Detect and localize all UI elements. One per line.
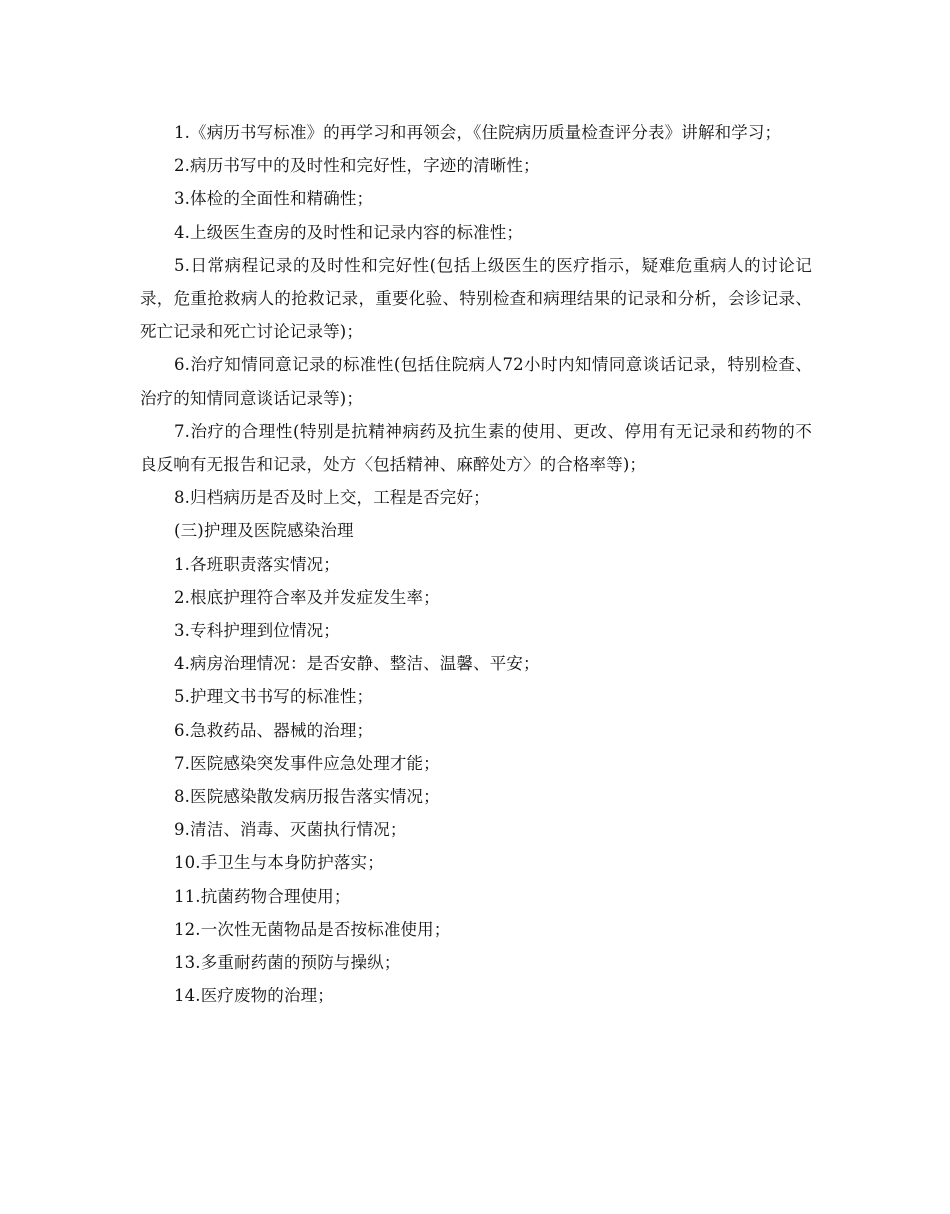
paragraph: 8.医院感染散发病历报告落实情况；	[174, 787, 440, 807]
paragraph: 7.医院感染突发事件应急处理才能；	[174, 753, 440, 773]
paragraph: 4.病房治理情况：是否安静、整洁、温馨、平安；	[174, 654, 540, 674]
paragraph: 3.体检的全面性和精确性；	[174, 189, 374, 209]
paragraph: 2.根底护理符合率及并发症发生率；	[174, 587, 440, 607]
document-body	[140, 116, 812, 1012]
paragraph: 8.归档病历是否及时上交，工程是否完好；	[174, 488, 490, 508]
paragraph: 6.急救药品、器械的治理；	[174, 720, 374, 740]
paragraph: 11.抗菌药物合理使用；	[174, 886, 351, 906]
paragraph: 2.病历书写中的及时性和完好性，字迹的清晰性；	[174, 156, 540, 176]
paragraph: 3.专科护理到位情况；	[174, 621, 340, 641]
paragraph: 5.日常病程记录的及时性和完好性(包括上级医生的医疗指示，疑难危重病人的讨论记录，危重抢救病人的抢救记录，重要化验、特别检查和病理结果的记录和分析，会诊记录、死亡记录和死亡讨论记录等)；	[140, 255, 812, 342]
paragraph: 5.护理文书书写的标准性；	[174, 687, 374, 707]
paragraph: 6.治疗知情同意记录的标准性(包括住院病人72小时内知情同意谈话记录，特别检查、治疗的知情同意谈话记录等)；	[140, 355, 812, 408]
paragraph: 7.治疗的合理性(特别是抗精神病药及抗生素的使用、更改、停用有无记录和药物的不良反响有无报告和记录，处方〈包括精神、麻醉处方〉的合格率等)；	[140, 421, 812, 475]
paragraph: 9.清洁、消毒、灭菌执行情况；	[174, 820, 407, 840]
paragraph: 1.《病历书写标准》的再学习和再领会，《住院病历质量检查评分表》讲解和学习；	[174, 123, 782, 142]
paragraph: 10.手卫生与本身防护落实；	[174, 853, 384, 873]
paragraph: 12.一次性无菌物品是否按标准使用；	[174, 919, 451, 939]
section-heading: (三)护理及医院感染治理	[174, 521, 354, 541]
paragraph: 13.多重耐药菌的预防与操纵；	[174, 953, 401, 973]
paragraph: 14.医疗废物的治理；	[174, 986, 334, 1006]
paragraph: 1.各班职责落实情况；	[174, 554, 340, 574]
paragraph: 4.上级医生查房的及时性和记录内容的标准性；	[174, 222, 524, 242]
